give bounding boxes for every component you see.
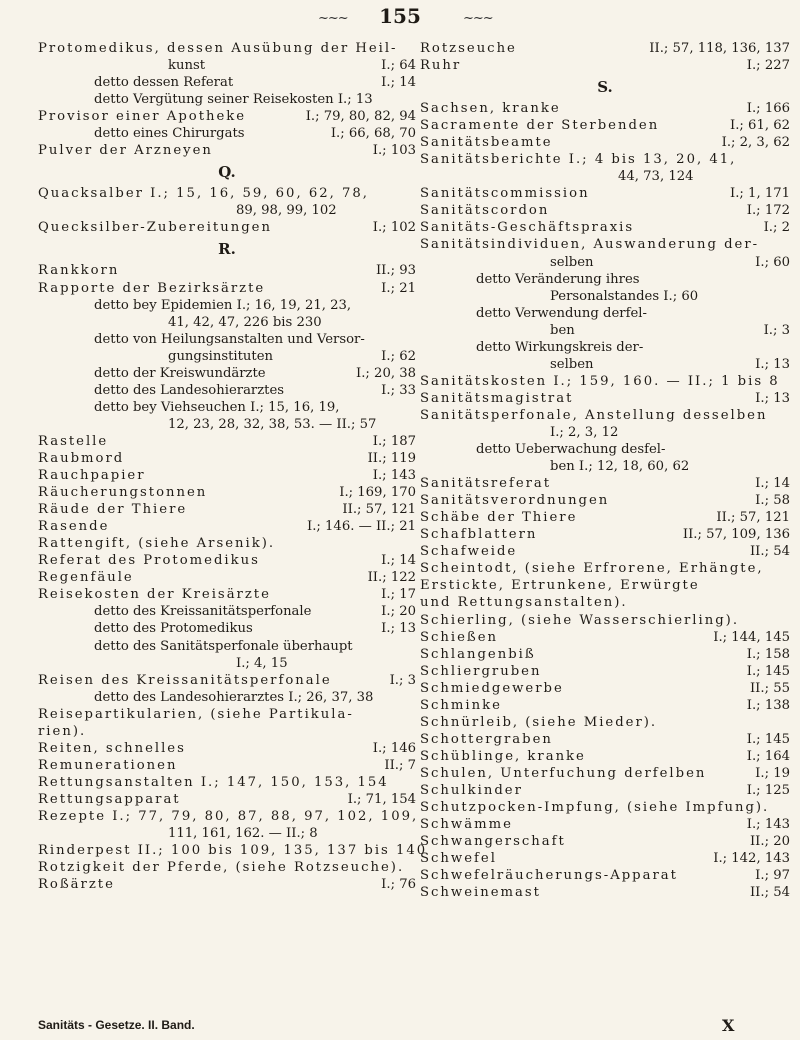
entry-page-reference: I.; 33 [381,382,416,398]
entry-page-reference: II.; 54 [749,885,790,901]
index-entry-line [420,390,790,407]
entry-text: Sanitätsberichte I.; 4 bis 13, 20, 41, [420,152,737,168]
entry-page-reference: I.; 13 [755,390,790,406]
entry-page-reference: II.; 122 [367,570,416,586]
entry-text: Rauchpapier [38,468,146,484]
entry-text: detto Verwendung derfel- [476,305,647,321]
index-entry-line [38,433,416,450]
index-entry-line [38,501,416,518]
entry-text: selben [550,254,594,270]
entry-text: rien). [38,723,87,739]
index-entry-line [420,236,790,253]
index-entry-line [38,399,416,416]
index-entry-line [420,458,790,475]
index-entry-line [38,57,416,74]
entry-text: detto des Landesohierarztes [94,382,285,398]
entry-text: Schießen [420,629,499,645]
entry-page-reference: I.; 17 [381,587,416,603]
entry-text: Regenfäule [38,570,134,586]
index-entry-line [38,125,416,142]
entry-text: Schulkinder [420,782,523,798]
entry-text: Sanitätskosten I.; 159, 160. — II.; 1 bis 8 [420,373,780,389]
entry-text: Rasende [38,519,110,535]
index-entry-line [38,518,416,535]
entry-text: Rapporte der Bezirksärzte [38,280,266,296]
index-entry-line [420,271,790,288]
entry-text: Sanitätsindividuen, Auswanderung der- [420,237,760,253]
index-entry-line [38,219,416,236]
entry-page-reference: I.; 146 [372,740,416,756]
index-entry-line [420,322,790,339]
header-ornament-right: ~~~ [463,11,493,26]
entry-page-reference: I.; 20, 38 [356,365,416,381]
entry-page-reference: I.; 19 [755,765,790,781]
index-entry-line [38,484,416,501]
index-entry-line [420,424,790,441]
page-number: 155 [379,4,421,28]
entry-text: Scheintodt, (siehe Erfrorene, Erhängte, [420,561,764,577]
index-entry-line [420,594,790,611]
header-ornament-left: ~~~ [318,11,348,26]
printer-signature: X [722,1016,735,1035]
entry-page-reference: I.; 2 [763,220,790,236]
index-entry-line [420,40,790,57]
entry-text: Schliergruben [420,663,542,679]
index-entry-line [420,714,790,731]
index-column-right [420,40,790,901]
index-entry-line [420,492,790,509]
index-entry-line [38,108,416,125]
entry-page-reference: I.; 143 [372,468,416,484]
entry-page-reference: I.; 64 [381,58,416,74]
entry-text: Reisepartikularien, (siehe Partikula- [38,706,354,722]
index-entry-line [420,816,790,833]
entry-text: Sanitätsperfonale, Anstellung desselben [420,407,768,423]
entry-text: Schulen, Unterfuchung derfelben [420,765,707,781]
index-entry-line [420,254,790,271]
index-entry-line [38,142,416,159]
index-entry-line [38,40,416,57]
entry-page-reference: I.; 14 [381,75,416,91]
index-entry-line [420,202,790,219]
entry-text: Schwangerschaft [420,834,566,850]
entry-text: detto der Kreiswundärzte [94,365,266,381]
index-letter-heading [38,159,416,185]
entry-text: gungsinstituten [168,348,274,364]
entry-page-reference: I.; 227 [746,58,790,74]
entry-text: Roßärzte [38,877,115,893]
index-entry-line [420,441,790,458]
index-entry-line [38,638,416,655]
entry-text: Schweinemast [420,885,541,901]
entry-text: Rezepte I.; 77, 79, 80, 87, 88, 97, 102, 109, [38,808,419,824]
entry-text: detto Vergütung seiner Reisekosten I.; 13 [94,92,373,108]
entry-page-reference: I.; 62 [381,348,416,364]
entry-page-reference: I.; 102 [372,220,416,236]
entry-page-reference: I.; 145 [746,731,790,747]
index-entry-line [420,612,790,629]
entry-page-reference: I.; 13 [381,621,416,637]
entry-text: Räude der Thiere [38,502,188,518]
entry-text: Sanitätscordon [420,203,550,219]
entry-text: Sachsen, kranke [420,101,561,117]
index-entry-line [38,382,416,399]
index-entry-line [38,450,416,467]
index-entry-line [38,774,416,791]
entry-text: 89, 98, 99, 102 [236,203,337,219]
entry-text: detto bey Epidemien I.; 16, 19, 21, 23, [94,297,352,313]
footer-volume-title: Sanitäts - Gesetze. II. Band. [38,1018,195,1032]
entry-page-reference: I.; 145 [746,663,790,679]
index-entry-line [38,586,416,603]
index-entry-line [38,655,416,672]
index-entry-line [420,288,790,305]
entry-text: 44, 73, 124 [618,169,694,185]
entry-text: Rastelle [38,433,109,449]
entry-page-reference: I.; 138 [746,697,790,713]
entry-text: 41, 42, 47, 226 bis 230 [168,314,322,330]
entry-page-reference: I.; 13 [755,356,790,372]
entry-text: Pulver der Arzneyen [38,143,213,159]
entry-text: Reisen des Kreissanitätsperfonale [38,672,332,688]
entry-text: Schwefel [420,851,497,867]
index-entry-line [420,134,790,151]
index-entry-line [38,791,416,808]
entry-text: selben [550,356,594,372]
index-entry-line [420,475,790,492]
entry-page-reference: II.; 57, 121 [716,510,790,526]
entry-page-reference: I.; 172 [746,203,790,219]
entry-page-reference: I.; 125 [746,782,790,798]
entry-text: Schottergraben [420,731,553,747]
index-entry-line [38,467,416,484]
entry-page-reference: I.; 20 [381,604,416,620]
index-entry-line [38,689,416,706]
entry-text: Schäbe der Thiere [420,510,578,526]
entry-page-reference: I.; 14 [381,553,416,569]
index-entry-line [420,765,790,782]
entry-text: Sacramente der Sterbenden [420,118,660,134]
entry-page-reference: I.; 169, 170 [339,485,416,501]
index-entry-line [38,314,416,331]
index-entry-line [420,697,790,714]
entry-page-reference: II.; 54 [749,544,790,560]
index-entry-line [420,305,790,322]
index-entry-line [420,543,790,560]
index-entry-line [420,833,790,850]
entry-text: Schminke [420,697,502,713]
entry-text: Schafblattern [420,527,538,543]
index-entry-line [38,348,416,365]
index-entry-line [38,842,428,859]
entry-text: Rinderpest II.; 100 bis 109, 135, 137 bis 140 [38,843,428,859]
index-entry-line [420,782,790,799]
entry-page-reference: I.; 1, 171 [730,186,790,202]
index-entry-line [420,560,790,577]
entry-page-reference: I.; 164 [746,748,790,764]
letter-label: S. [597,78,613,97]
entry-page-reference: II.; 119 [367,450,416,466]
entry-text: Sanitätsmagistrat [420,390,574,406]
entry-text: Sanitätsverordnungen [420,493,610,509]
index-entry-line [420,407,790,424]
index-entry-line [38,91,416,108]
entry-text: Remunerationen [38,757,178,773]
entry-text: detto des Landesohierarztes I.; 26, 37, 38 [94,689,374,705]
entry-page-reference: I.; 166 [746,101,790,117]
index-entry-line [38,740,416,757]
entry-text: Quecksilber-Zubereitungen [38,220,272,236]
entry-text: Quacksalber I.; 15, 16, 59, 60, 62, 78, [38,186,369,202]
index-entry-line [420,373,790,390]
entry-text: Erstickte, Ertrunkene, Erwürgte [420,578,700,594]
index-entry-line [38,672,416,689]
entry-page-reference: I.; 21 [381,280,416,296]
letter-label: Q. [218,163,236,182]
index-entry-line [420,219,790,236]
index-entry-line [38,280,416,297]
index-entry-line [38,569,416,586]
entry-page-reference: I.; 61, 62 [730,118,790,134]
entry-page-reference: I.; 97 [755,868,790,884]
entry-page-reference: I.; 79, 80, 82, 94 [305,109,416,125]
entry-page-reference: II.; 57, 121 [342,502,416,518]
page-header [0,4,800,30]
index-entry-line [420,509,790,526]
entry-text: detto Veränderung ihres [476,271,640,287]
index-entry-line [38,262,416,279]
entry-page-reference: II.; 57, 118, 136, 137 [649,41,790,56]
index-entry-line [420,731,790,748]
entry-page-reference: I.; 142, 143 [713,851,790,867]
index-entry-line [38,297,416,314]
entry-page-reference: I.; 14 [755,476,790,492]
entry-text: 111, 161, 162. — II.; 8 [168,826,318,842]
index-entry-line [38,331,416,348]
entry-text: ben [550,322,575,338]
entry-text: detto des Kreissanitätsperfonale [94,604,312,620]
index-entry-line [38,876,416,893]
entry-text: ben I.; 12, 18, 60, 62 [550,459,690,475]
index-entry-line [420,748,790,765]
entry-text: Rankkorn [38,263,120,279]
entry-text: Referat des Protomedikus [38,553,260,569]
entry-text: Schüblinge, kranke [420,748,586,764]
entry-text: Reiten, schnelles [38,740,186,756]
index-entry-line [38,74,416,91]
entry-page-reference: II.; 20 [749,834,790,850]
entry-page-reference: I.; 71, 154 [347,791,416,807]
entry-text: detto des Protomedikus [94,621,253,637]
entry-page-reference: I.; 3 [389,672,416,688]
entry-text: 12, 23, 28, 32, 38, 53. — II.; 57 [168,416,377,432]
entry-page-reference: II.; 57, 109, 136 [682,527,790,543]
entry-text: Reisekosten der Kreisärzte [38,587,271,603]
entry-text: detto des Sanitätsperfonale überhaupt [94,638,353,654]
entry-text: detto von Heilungsanstalten und Versor- [94,331,365,347]
index-entry-line [420,799,790,816]
entry-page-reference: I.; 3 [763,322,790,338]
index-entry-line [38,603,416,620]
entry-text: detto dessen Referat [94,75,234,91]
index-entry-line [38,808,419,825]
index-entry-line [38,416,416,433]
entry-page-reference: I.; 58 [755,493,790,509]
index-letter-heading [38,236,416,262]
index-entry-line [420,100,790,117]
entry-text: Räucherungstonnen [38,485,208,501]
entry-text: I.; 4, 15 [236,655,288,671]
entry-text: Schierling, (siehe Wasserschierling). [420,612,740,628]
index-entry-line [420,356,790,373]
index-entry-line [420,663,790,680]
index-letter-heading [420,74,790,100]
index-entry-line [38,859,416,876]
index-entry-line [420,526,790,543]
index-entry-line [420,57,790,74]
entry-text: Rotzseuche [420,41,517,56]
entry-text: Sanitäts-Geschäftspraxis [420,220,635,236]
entry-text: Sanitätscommission [420,186,590,202]
entry-page-reference: I.; 158 [746,646,790,662]
entry-page-reference: I.; 2, 3, 62 [721,135,790,151]
entry-text: detto Ueberwachung desfel- [476,442,666,458]
index-column-left [38,40,428,893]
index-entry-line [420,577,790,594]
entry-text: Schnürleib, (siehe Mieder). [420,714,658,730]
entry-text: I.; 2, 3, 12 [550,424,619,440]
entry-text: Schafweide [420,544,518,560]
index-entry-line [420,168,790,185]
index-entry-line [420,117,790,134]
entry-text: Rattengift, (siehe Arsenik). [38,536,276,552]
entry-text: Sanitätsreferat [420,476,552,492]
entry-page-reference: I.; 103 [372,143,416,159]
entry-text: Schwämme [420,817,513,833]
entry-page-reference: II.; 7 [384,757,416,773]
entry-page-reference: I.; 144, 145 [713,629,790,645]
entry-text: Provisor einer Apotheke [38,109,247,125]
entry-text: Schutzpocken-Impfung, (siehe Impfung). [420,800,770,816]
entry-page-reference: I.; 66, 68, 70 [330,126,416,142]
entry-text: Schlangenbiß [420,646,536,662]
index-entry-line [38,535,416,552]
entry-text: detto eines Chirurgats [94,126,245,142]
index-entry-line [420,680,790,697]
index-entry-line [420,850,790,867]
entry-page-reference: I.; 76 [381,877,416,893]
index-entry-line [38,825,416,842]
entry-text: Schmiedgewerbe [420,680,564,696]
entry-text: Schwefelräucherungs-Apparat [420,868,678,884]
entry-text: Ruhr [420,58,462,74]
index-entry-line [38,552,416,569]
index-entry-line [38,365,416,382]
entry-text: Rettungsapparat [38,791,181,807]
entry-text: Sanitätsbeamte [420,135,553,151]
entry-page-reference: I.; 143 [746,817,790,833]
entry-text: Raubmord [38,450,125,466]
index-entry-line [420,646,790,663]
entry-text: und Rettungsanstalten). [420,595,628,611]
index-entry-line [38,706,416,723]
entry-text: Personalstandes I.; 60 [550,288,699,304]
index-entry-line [38,723,416,740]
index-entry-line [38,202,416,219]
entry-text: detto Wirkungskreis der- [476,339,644,355]
index-entry-line [420,867,790,884]
entry-text: kunst [168,58,206,74]
index-entry-line [38,185,416,202]
entry-page-reference: II.; 55 [749,680,790,696]
entry-text: Protomedikus, dessen Ausübung der Heil- [38,41,398,56]
entry-page-reference: I.; 146. — II.; 21 [307,519,416,535]
index-entry-line [420,185,790,202]
index-entry-line [420,884,790,901]
entry-page-reference: I.; 187 [372,433,416,449]
index-entry-line [420,629,790,646]
entry-page-reference: II.; 93 [375,263,416,279]
index-entry-line [420,339,790,356]
index-entry-line [38,757,416,774]
entry-page-reference: I.; 60 [755,254,790,270]
entry-text: Rettungsanstalten I.; 147, 150, 153, 154 [38,774,389,790]
index-entry-line [38,620,416,637]
entry-text: Rotzigkeit der Pferde, (siehe Rotzseuche). [38,860,405,876]
letter-label: R. [218,240,236,259]
index-entry-line [420,151,790,168]
entry-text: detto bey Viehseuchen I.; 15, 16, 19, [94,399,340,415]
